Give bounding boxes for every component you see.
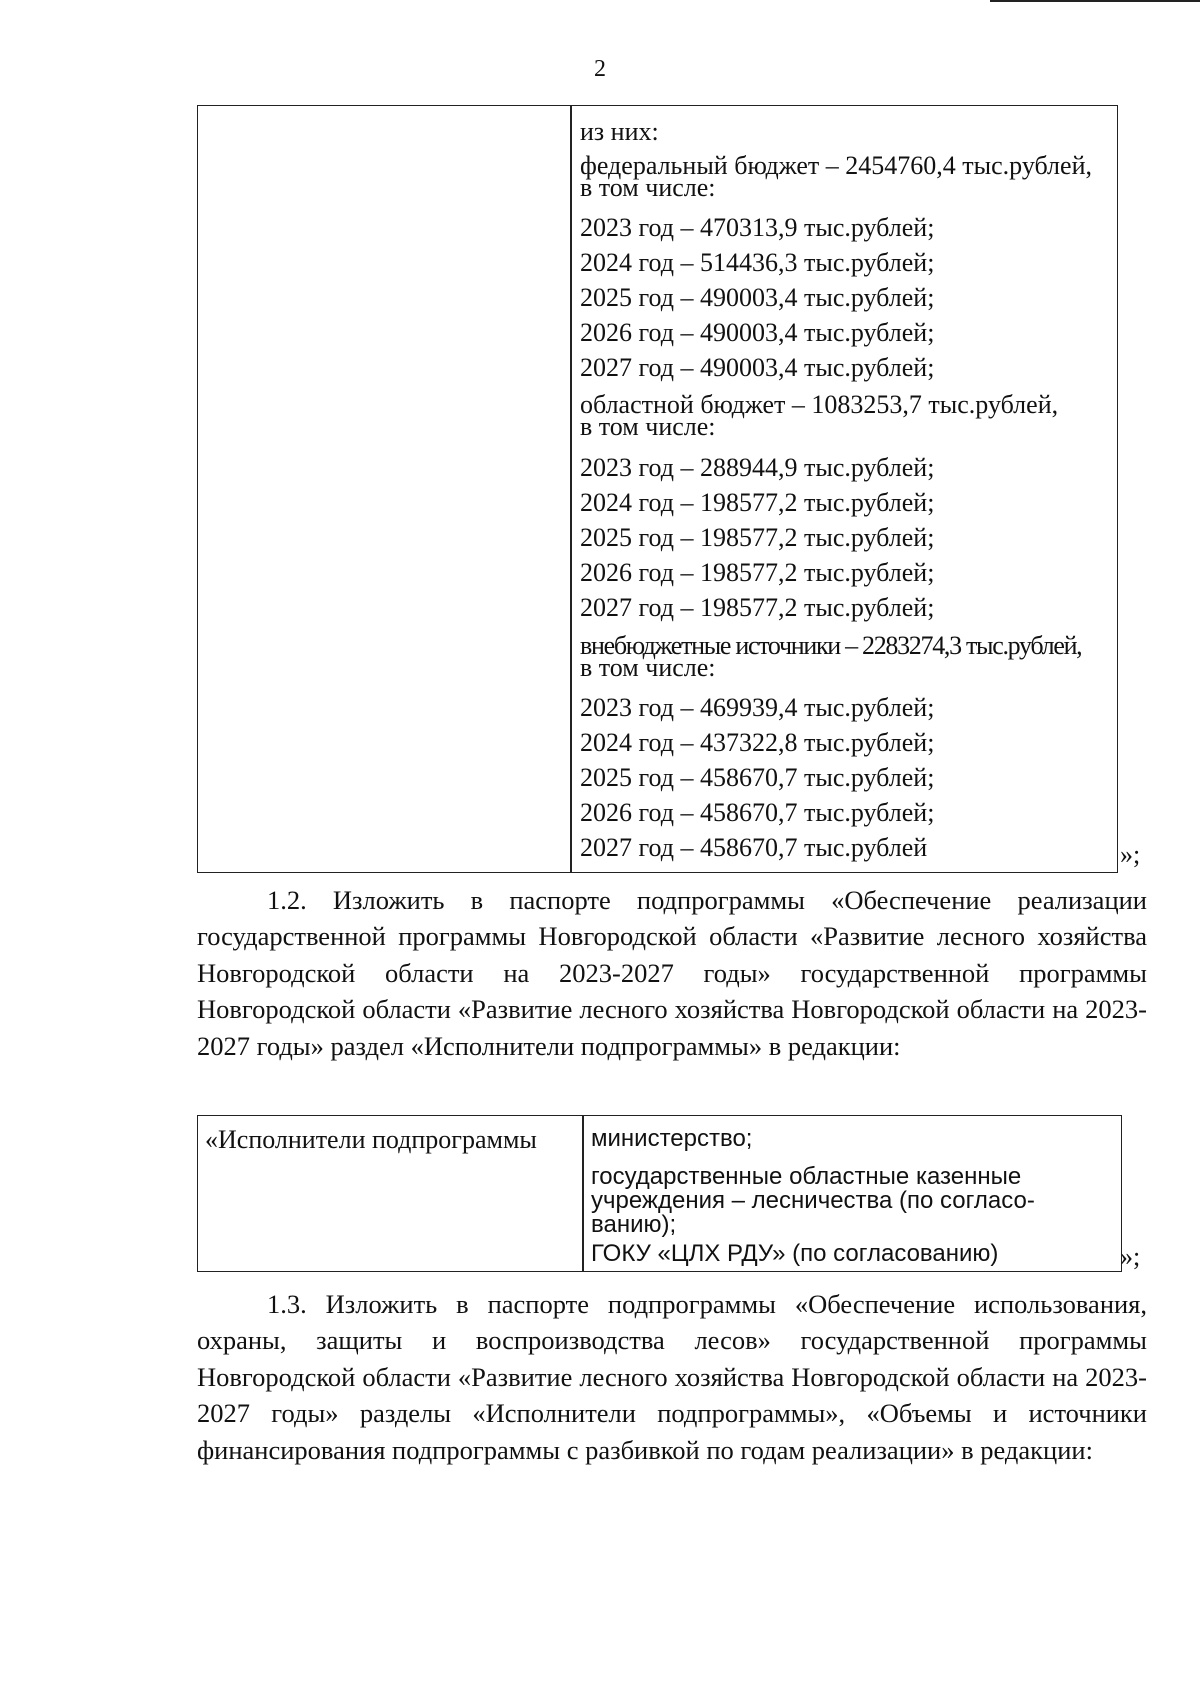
paragraph-1-3-text: 1.3. Изложить в паспорте подпрограммы «Обеспечение использования, охраны, защиты и воспроизводства лесов» государственной программы Новгородской области «Развитие лесного хозяйства Новгородской области на 2023-2027 годы» разделы «Исполнители подпрограммы», «Объемы и источники финансирования подпрограммы с разбивкой по годам реализации» в редакции: <box>197 1289 1147 1465</box>
executors-row-forestries-line-1: государственные областные казенные <box>591 1163 1022 1190</box>
paragraph-1-2-text: 1.2. Изложить в паспорте подпрограммы «Обеспечение реализации государственной программы Новгородской области «Развитие лесного хозяйства Новгородской области на 2023-2027 годы» государственной программы Новгородской области «Развитие лесного хозяйства Новгородской области на 2023-2027 годы» раздел «Исполнители подпрограммы» в редакции: <box>197 885 1147 1061</box>
funding-line-subtext: в том числе: <box>580 173 716 202</box>
funding-line-text: федеральный бюджет – 2454760,4 тыс.рублей, <box>580 151 1092 180</box>
paragraph-1-2 <box>197 882 1147 1064</box>
paragraph-1-3 <box>197 1286 1147 1468</box>
funding-line <box>580 284 934 312</box>
funding-line-text: 2023 год – 469939,4 тыс.рублей; <box>580 693 935 722</box>
funding-line <box>580 390 1059 441</box>
funding-line <box>580 834 927 862</box>
funding-line <box>580 524 934 552</box>
funding-line <box>580 799 934 827</box>
funding-line-text: 2027 год – 458670,7 тыс.рублей <box>580 833 928 862</box>
funding-line <box>580 214 934 242</box>
funding-line <box>580 764 934 792</box>
executors-row-forestries-line-2: учреждения – лесничества (по согласо- <box>591 1187 1035 1214</box>
funding-line-subtext: в том числе: <box>580 412 716 441</box>
funding-line-text: 2024 год – 514436,3 тыс.рублей; <box>580 248 935 277</box>
funding-line-text: 2025 год – 458670,7 тыс.рублей; <box>580 763 935 792</box>
funding-line <box>580 118 659 146</box>
funding-line-text: 2023 год – 470313,9 тыс.рублей; <box>580 213 935 242</box>
executors-table-left-cell: «Исполнители подпрограммы <box>205 1125 537 1154</box>
executors-row-forestries-line-3: ванию); <box>591 1211 677 1238</box>
page-number: 2 <box>594 56 606 82</box>
top-edge-line <box>990 0 1200 2</box>
funding-table-divider <box>570 105 572 873</box>
funding-line <box>580 319 934 347</box>
funding-line-text: 2023 год – 288944,9 тыс.рублей; <box>580 453 935 482</box>
funding-line-text: областной бюджет – 1083253,7 тыс.рублей, <box>580 390 1059 419</box>
funding-line-text: 2024 год – 198577,2 тыс.рублей; <box>580 488 935 517</box>
funding-line <box>580 594 934 622</box>
funding-line-text: 2026 год – 458670,7 тыс.рублей; <box>580 798 935 827</box>
funding-line-text: 2027 год – 198577,2 тыс.рублей; <box>580 593 935 622</box>
funding-line-text: 2024 год – 437322,8 тыс.рублей; <box>580 728 935 757</box>
funding-line-text: 2027 год – 490003,4 тыс.рублей; <box>580 353 935 382</box>
funding-line <box>580 151 1092 202</box>
funding-line-subtext: в том числе: <box>580 653 716 682</box>
funding-line <box>580 694 934 722</box>
funding-line <box>580 489 934 517</box>
funding-table-closing-quote: »; <box>1120 840 1141 869</box>
funding-line-text: 2025 год – 198577,2 тыс.рублей; <box>580 523 935 552</box>
funding-line <box>580 631 1082 682</box>
funding-line <box>580 454 934 482</box>
executors-table-closing-quote: »; <box>1120 1242 1141 1271</box>
executors-row-ministry: министерство; <box>591 1125 753 1152</box>
funding-line-text: из них: <box>580 117 659 146</box>
funding-line-text: внебюджетные источники – 2283274,3 тыс.рублей, <box>580 631 1082 660</box>
funding-line-text: 2025 год – 490003,4 тыс.рублей; <box>580 283 935 312</box>
executors-row-gokru: ГОКУ «ЦЛХ РДУ» (по согласованию) <box>591 1240 999 1267</box>
funding-line <box>580 729 934 757</box>
funding-line <box>580 354 934 382</box>
funding-line-text: 2026 год – 490003,4 тыс.рублей; <box>580 318 935 347</box>
funding-line <box>580 249 934 277</box>
executors-row-forestries <box>591 1165 1111 1237</box>
executors-table-divider <box>582 1115 584 1272</box>
funding-line <box>580 559 934 587</box>
funding-line-text: 2026 год – 198577,2 тыс.рублей; <box>580 558 935 587</box>
